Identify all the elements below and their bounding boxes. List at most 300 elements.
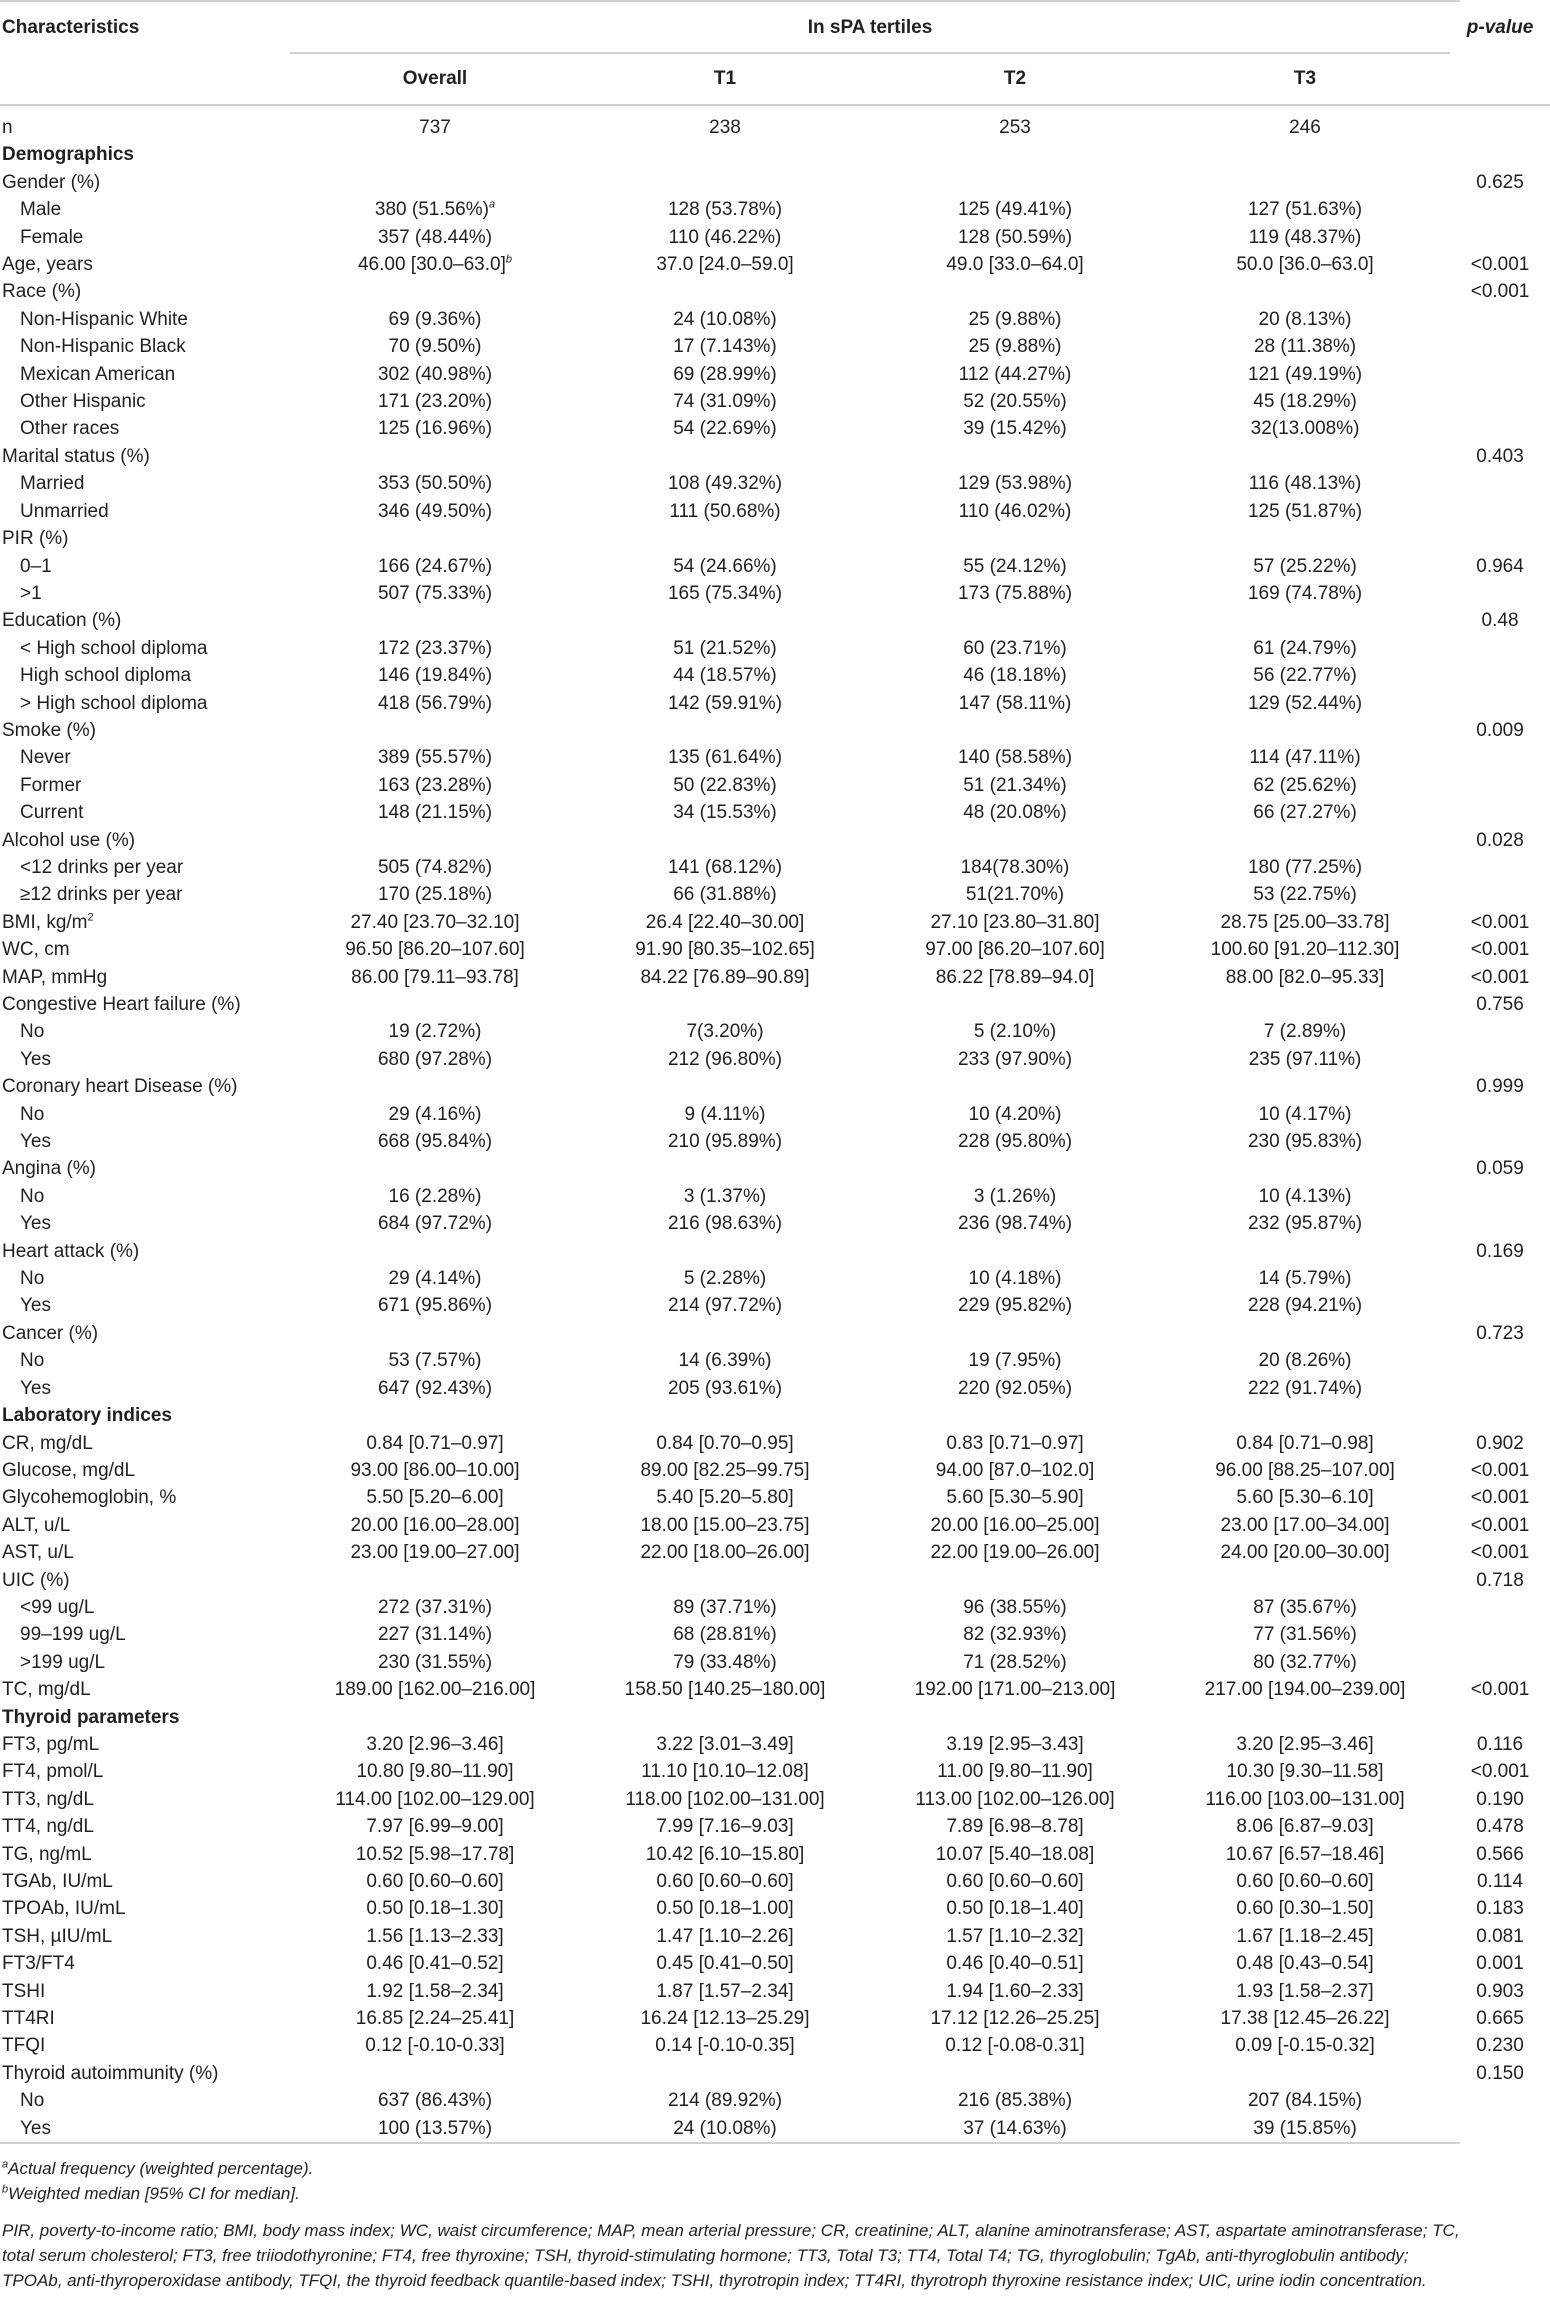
cell-pvalue: <0.001 [1470, 966, 1530, 988]
cell-overall: 170 (25.18%) [377, 884, 493, 906]
footnote-b-mark: b [2, 2183, 9, 2196]
row-label [0, 909, 290, 936]
row-label: Alcohol use (%) [2, 829, 136, 851]
cell-overall: 171 (23.20%) [377, 391, 493, 413]
row-label: AST, u/L [2, 1542, 74, 1564]
cell-overall: 19 (2.72%) [388, 1021, 482, 1043]
cell-t3: 17.38 [12.45–26.22] [1220, 2008, 1390, 2030]
cell-pvalue [1450, 662, 1550, 689]
cell-overall [290, 169, 580, 196]
cell-overall [290, 196, 580, 223]
cell-t2: 60 (23.71%) [963, 637, 1067, 659]
table-row [0, 1978, 1550, 2005]
row-label: FT3, pg/mL [2, 1733, 100, 1755]
cell-t2: 3.19 [2.95–3.43] [946, 1733, 1084, 1755]
cell-overall [290, 1238, 580, 1265]
cell-t2: 51 (21.34%) [963, 774, 1067, 796]
cell-t3 [1160, 607, 1450, 634]
cell-t1: 118.00 [102.00–131.00] [625, 1788, 825, 1810]
cell-t1: 3 (1.37%) [683, 1185, 767, 1207]
cell-pvalue: 0.403 [1476, 445, 1524, 467]
cell-overall: 0.84 [0.71–0.97] [366, 1432, 504, 1454]
row-label-sup: 2 [87, 911, 94, 924]
cell-overall: 172 (23.37%) [377, 637, 493, 659]
cell-t1: 24 (10.08%) [673, 308, 777, 330]
cell-overall: 86.00 [79.11–93.78] [351, 966, 519, 988]
cell-overall: 16.85 [2.24–25.41] [355, 2008, 515, 2030]
cell-t1: 50 (22.83%) [673, 774, 777, 796]
table-row [0, 744, 1550, 771]
row-label: Cancer (%) [2, 1322, 99, 1344]
cell-t1: 34 (15.53%) [673, 802, 777, 824]
cell-t3: 7 (2.89%) [1263, 1021, 1347, 1043]
cell-pvalue: <0.001 [1470, 1487, 1530, 1509]
cell-t1: 69 (28.99%) [673, 363, 777, 385]
cell-overall [290, 443, 580, 470]
row-label: Current [20, 802, 84, 824]
cell-t1: 238 [709, 117, 741, 138]
cell-t3: 0.48 [0.43–0.54] [1236, 1953, 1374, 1975]
cell-t3: 100.60 [91.20–112.30] [1210, 939, 1400, 961]
cell-t2: 220 (92.05%) [957, 1377, 1073, 1399]
table-row [0, 1238, 1550, 1265]
row-label: Glycohemoglobin, % [2, 1487, 177, 1509]
cell-t1: 89 (37.71%) [673, 1596, 777, 1618]
cell-t1: 37.0 [24.0–59.0] [656, 254, 794, 276]
table-row [0, 106, 1550, 141]
cell-t1: 108 (49.32%) [667, 473, 783, 495]
table-row [0, 964, 1550, 991]
cell-overall: 346 (49.50%) [377, 500, 493, 522]
cell-overall: 10.80 [9.80–11.90] [356, 1761, 514, 1783]
cell-overall [290, 827, 580, 854]
row-label: Unmarried [20, 500, 109, 522]
cell-t3: 246 [1289, 117, 1321, 138]
row-label: Gender (%) [2, 171, 101, 193]
cell-overall: 684 (97.72%) [377, 1213, 493, 1235]
cell-pvalue [1450, 498, 1550, 525]
cell-t3: 222 (91.74%) [1247, 1377, 1363, 1399]
row-label: <12 drinks per year [20, 856, 184, 878]
row-label: Non-Hispanic Black [20, 336, 186, 358]
cell-pvalue [1450, 2087, 1550, 2114]
cell-t2: 25 (9.88%) [968, 336, 1062, 358]
cell-t2: 147 (58.11%) [958, 692, 1072, 714]
cell-t1: 3.22 [3.01–3.49] [656, 1733, 794, 1755]
cell-t1: 0.60 [0.60–0.60] [656, 1871, 794, 1892]
table-row [0, 1868, 1550, 1895]
cell-overall: 70 (9.50%) [388, 336, 482, 358]
cell-pvalue [1450, 196, 1550, 223]
cell-pvalue [1450, 224, 1550, 251]
cell-t3: 53 (22.75%) [1253, 884, 1357, 906]
row-label: Never [20, 747, 71, 769]
row-label: No [20, 1350, 45, 1372]
cell-overall [290, 1155, 580, 1182]
cell-t3: 125 (51.87%) [1247, 500, 1363, 522]
cell-t1: 205 (93.61%) [667, 1377, 783, 1399]
row-label: Mexican American [20, 363, 176, 385]
cell-overall: 389 (55.57%) [377, 747, 493, 769]
cell-pvalue: 0.081 [1476, 1925, 1524, 1947]
cell-t3: 61 (24.79%) [1253, 637, 1357, 659]
cell-t3: 39 (15.85%) [1253, 2117, 1357, 2139]
cell-t2: 96 (38.55%) [963, 1596, 1067, 1618]
cell-t1: 0.45 [0.41–0.50] [656, 1953, 794, 1975]
cell-overall: 29 (4.14%) [388, 1268, 482, 1290]
cell-t3: 180 (77.25%) [1247, 856, 1363, 878]
cell-overall: 100 (13.57%) [377, 2117, 493, 2139]
cell-t3: 8.06 [6.87–9.03] [1236, 1816, 1374, 1838]
cell-t2 [870, 2060, 1160, 2087]
cell-t2: 10.07 [5.40–18.08] [935, 1843, 1095, 1865]
row-label: No [20, 1268, 45, 1290]
cell-overall: 53 (7.57%) [388, 1350, 482, 1372]
row-label: Female [20, 226, 84, 248]
row-label: TG, ng/mL [2, 1843, 92, 1865]
cell-t1 [580, 2060, 870, 2087]
cell-overall: 16 (2.28%) [388, 1185, 482, 1207]
table-row [0, 1210, 1550, 1237]
row-label: No [20, 1021, 45, 1043]
cell-t2: 173 (75.88%) [957, 582, 1073, 604]
cell-t3: 10.30 [9.30–11.58] [1226, 1761, 1384, 1783]
cell-pvalue [1450, 361, 1550, 388]
cell-t2 [870, 443, 1160, 470]
cell-pvalue [1450, 854, 1550, 881]
cell-t3: 20 (8.26%) [1258, 1350, 1352, 1372]
cell-t2: 17.12 [12.26–25.25] [930, 2008, 1100, 2030]
cell-pvalue [1450, 881, 1550, 908]
cell-overall: 69 (9.36%) [388, 308, 482, 330]
cell-t1: 142 (59.91%) [667, 692, 783, 714]
cell-pvalue [1450, 333, 1550, 360]
cell-overall [290, 991, 580, 1018]
cell-t2 [870, 1155, 1160, 1182]
table-row [0, 580, 1550, 607]
header-col-t3: T3 [1293, 68, 1317, 89]
row-label: Other Hispanic [20, 391, 146, 413]
cell-pvalue [1450, 525, 1550, 552]
row-label: WC, cm [2, 939, 70, 961]
cell-t2: 10 (4.20%) [968, 1103, 1062, 1125]
cell-t1: 216 (98.63%) [667, 1213, 783, 1235]
table-row [0, 2032, 1550, 2059]
header-group [290, 2, 1450, 54]
cell-pvalue: <0.001 [1470, 281, 1530, 303]
cell-t3 [1160, 717, 1450, 744]
cell-overall: 1.56 [1.13–2.33] [366, 1925, 504, 1947]
cell-overall: 5.50 [5.20–6.00] [366, 1487, 504, 1509]
cell-pvalue: 0.718 [1476, 1569, 1524, 1591]
cell-t2: 94.00 [87.0–102.0] [935, 1459, 1095, 1481]
table-row [0, 1758, 1550, 1785]
cell-overall: 671 (95.86%) [377, 1295, 493, 1317]
cell-t3: 121 (49.19%) [1247, 363, 1363, 385]
cell-t2: 46 (18.18%) [963, 665, 1067, 687]
cell-t3 [1160, 525, 1450, 552]
cell-t2: 216 (85.38%) [957, 2090, 1073, 2112]
cell-t2 [870, 278, 1160, 305]
row-label: UIC (%) [2, 1569, 70, 1591]
cell-overall: 0.46 [0.41–0.52] [366, 1953, 504, 1975]
table-row [0, 169, 1550, 196]
cell-overall: 680 (97.28%) [377, 1048, 493, 1070]
cell-t1: 14 (6.39%) [678, 1350, 772, 1372]
cell-pvalue [1450, 744, 1550, 771]
row-label: Age, years [2, 254, 93, 276]
cell-pvalue [1450, 1018, 1550, 1045]
cell-pvalue: 0.625 [1476, 171, 1524, 193]
cell-overall: 353 (50.50%) [377, 473, 493, 495]
table-row [0, 333, 1550, 360]
cell-t2: 1.57 [1.10–2.32] [946, 1925, 1084, 1947]
cell-t1 [580, 525, 870, 552]
cell-t2 [870, 607, 1160, 634]
row-label: Smoke (%) [2, 719, 96, 741]
cell-t3: 232 (95.87%) [1247, 1213, 1363, 1235]
cell-t3: 88.00 [82.0–95.33] [1225, 966, 1385, 988]
cell-t2: 0.50 [0.18–1.40] [946, 1898, 1084, 1920]
cell-overall: 505 (74.82%) [377, 856, 493, 878]
cell-pvalue [1450, 1347, 1550, 1374]
row-label: TT3, ng/dL [2, 1788, 94, 1810]
cell-overall: 737 [419, 117, 451, 138]
cell-t1 [580, 169, 870, 196]
cell-pvalue: 0.190 [1476, 1788, 1524, 1810]
cell-t3 [1160, 827, 1450, 854]
footnotes [0, 2144, 1460, 2293]
row-label: Yes [20, 1213, 51, 1235]
cell-pvalue [1450, 106, 1550, 141]
cell-pvalue: 0.478 [1476, 1816, 1524, 1838]
table-row [0, 1292, 1550, 1319]
cell-t3: 80 (32.77%) [1253, 1651, 1357, 1673]
cell-t1 [580, 607, 870, 634]
row-label: TT4RI [2, 2008, 55, 2030]
cell-t2: 49.0 [33.0–64.0] [946, 254, 1084, 276]
cell-t2: 236 (98.74%) [957, 1213, 1073, 1235]
row-label: TT4, ng/dL [2, 1816, 94, 1838]
table-row [0, 1512, 1550, 1539]
cell-t3: 10 (4.17%) [1258, 1103, 1352, 1125]
cell-t1: 5 (2.28%) [683, 1268, 767, 1290]
cell-t2: 27.10 [23.80–31.80] [930, 911, 1100, 933]
header-row-2 [0, 54, 1550, 104]
cell-overall: 93.00 [86.00–10.00] [350, 1459, 520, 1481]
row-label: TC, mg/dL [2, 1679, 91, 1701]
cell-t2: 22.00 [19.00–26.00] [930, 1542, 1100, 1564]
cell-overall [290, 251, 580, 278]
cell-t1 [580, 1320, 870, 1347]
cell-t2: 192.00 [171.00–213.00] [914, 1679, 1116, 1701]
table-row [0, 1621, 1550, 1648]
cell-overall: 148 (21.15%) [377, 802, 493, 824]
row-label: Male [20, 199, 62, 221]
table-row [0, 1073, 1550, 1100]
cell-t2: 229 (95.82%) [957, 1295, 1073, 1317]
header-characteristics: Characteristics [2, 17, 140, 38]
cell-t1: 79 (33.48%) [673, 1651, 777, 1673]
cell-t2: 140 (58.58%) [957, 747, 1073, 769]
cell-overall: 507 (75.33%) [377, 582, 493, 604]
cell-t1: 158.50 [140.25–180.00] [624, 1679, 826, 1701]
cell-pvalue: 0.902 [1476, 1432, 1524, 1454]
footnote-a-text: Actual frequency (weighted percentage). [8, 2159, 314, 2179]
cell-t2 [870, 991, 1160, 1018]
characteristics-table [0, 2, 1550, 2142]
cell-pvalue: 0.059 [1476, 1158, 1524, 1180]
cell-t1: 1.87 [1.57–2.34] [656, 1980, 794, 2002]
row-label: 0–1 [20, 555, 52, 577]
row-label: ALT, u/L [2, 1514, 71, 1536]
cell-t2: 5.60 [5.30–5.90] [946, 1487, 1084, 1509]
cell-overall: 230 (31.55%) [377, 1651, 493, 1673]
cell-pvalue [1450, 580, 1550, 607]
row-label: < High school diploma [20, 637, 208, 659]
cell-t3 [1160, 169, 1450, 196]
cell-t2: 5 (2.10%) [973, 1021, 1057, 1043]
cell-t2: 20.00 [16.00–25.00] [930, 1514, 1100, 1536]
table-row [0, 415, 1550, 442]
cell-pvalue [1450, 415, 1550, 442]
cell-pvalue: 0.756 [1476, 994, 1524, 1015]
cell-t3: 228 (94.21%) [1247, 1295, 1363, 1317]
cell-t1: 128 (53.78%) [667, 199, 783, 221]
cell-pvalue [1450, 1210, 1550, 1237]
cell-t1: 18.00 [15.00–23.75] [640, 1514, 810, 1536]
footnote-a-mark: a [2, 2158, 9, 2171]
table-row [0, 717, 1550, 744]
cell-t1: 84.22 [76.89–90.89] [640, 966, 810, 988]
footnote-b-text: Weighted median [95% CI for median]. [8, 2184, 300, 2204]
row-label: n [2, 117, 13, 138]
header-group-label: In sPA tertiles [807, 17, 933, 38]
cell-pvalue [1450, 1621, 1550, 1648]
cell-overall: 166 (24.67%) [377, 555, 493, 577]
table-row [0, 1375, 1550, 1402]
cell-t2: 184(78.30%) [960, 856, 1070, 878]
cell-pvalue [1450, 799, 1550, 826]
cell-t1: 110 (46.22%) [668, 226, 782, 248]
row-label: FT3/FT4 [2, 1953, 75, 1975]
cell-t1 [580, 1073, 870, 1100]
cell-t3: 14 (5.79%) [1258, 1268, 1352, 1290]
cell-overall [290, 607, 580, 634]
cell-t2: 125 (49.41%) [957, 199, 1073, 221]
table-row [0, 1731, 1550, 1758]
cell-t3: 0.60 [0.60–0.60] [1236, 1871, 1374, 1892]
cell-overall: 163 (23.28%) [377, 774, 493, 796]
cell-t1: 135 (61.64%) [667, 747, 783, 769]
cell-pvalue: 0.566 [1476, 1843, 1524, 1865]
cell-pvalue [1450, 1594, 1550, 1621]
table-row [0, 2087, 1550, 2114]
cell-overall: 272 (37.31%) [377, 1596, 493, 1618]
table-row [0, 306, 1550, 333]
cell-t3: 235 (97.11%) [1248, 1048, 1362, 1070]
cell-t1 [580, 827, 870, 854]
row-label: High school diploma [20, 665, 192, 687]
row-label: Yes [20, 1295, 51, 1317]
table-row [0, 498, 1550, 525]
cell-t3: 116.00 [103.00–131.00] [1205, 1788, 1405, 1810]
cell-overall: 637 (86.43%) [377, 2090, 493, 2112]
cell-t3: 56 (22.77%) [1253, 665, 1357, 687]
cell-overall: 189.00 [162.00–216.00] [334, 1679, 536, 1701]
section-row [0, 1402, 1550, 1429]
cell-overall: 418 (56.79%) [377, 692, 493, 714]
table-row [0, 1841, 1550, 1868]
cell-t2: 48 (20.08%) [963, 802, 1067, 824]
cell-t3: 50.0 [36.0–63.0] [1236, 254, 1374, 276]
cell-t2: 71 (28.52%) [963, 1651, 1067, 1673]
cell-t3: 119 (48.37%) [1248, 226, 1362, 248]
cell-t2: 86.22 [78.89–94.0] [935, 966, 1095, 988]
table-row [0, 553, 1550, 580]
table-body [0, 106, 1550, 2142]
cell-t3: 96.00 [88.25–107.00] [1215, 1459, 1395, 1481]
cell-t2 [870, 1238, 1160, 1265]
cell-overall [290, 278, 580, 305]
row-label-text: BMI, kg/m [2, 911, 88, 933]
cell-t3: 0.09 [-0.15-0.32] [1235, 2035, 1375, 2057]
row-label: 99–199 ug/L [20, 1624, 126, 1646]
cell-pvalue: <0.001 [1470, 254, 1530, 276]
header-row-1 [0, 2, 1550, 54]
cell-t3: 0.84 [0.71–0.98] [1236, 1432, 1374, 1454]
table-row [0, 1895, 1550, 1922]
cell-pvalue [1450, 1128, 1550, 1155]
section-row [0, 1704, 1550, 1731]
cell-t1: 51 (21.52%) [673, 637, 777, 659]
row-label: <99 ug/L [20, 1596, 95, 1618]
cell-t1: 24 (10.08%) [673, 2117, 777, 2139]
row-label: >1 [20, 582, 42, 604]
row-label: Thyroid autoimmunity (%) [2, 2062, 219, 2084]
cell-t3 [1160, 1155, 1450, 1182]
table-row [0, 1183, 1550, 1210]
cell-overall: 7.97 [6.99–9.00] [366, 1816, 504, 1838]
cell-t1: 54 (24.66%) [673, 555, 777, 577]
cell-overall: 125 (16.96%) [377, 418, 493, 440]
cell-t1 [580, 1238, 870, 1265]
cell-pvalue [1450, 1292, 1550, 1319]
cell-t3: 207 (84.15%) [1247, 2090, 1363, 2112]
table-row [0, 2060, 1550, 2087]
cell-t3 [1160, 1238, 1450, 1265]
row-label: CR, mg/dL [2, 1432, 93, 1454]
cell-pvalue: 0.001 [1476, 1953, 1524, 1975]
cell-pvalue: 0.169 [1476, 1240, 1524, 1262]
row-label: TSHI [2, 1980, 46, 2002]
footnote-abbreviations: PIR, poverty-to-income ratio; BMI, body mass index; WC, waist circumference; MAP, mean arterial pressure; CR, creatinine; ALT, alanine aminotransferase; AST, aspartate aminotransferase; TC, total serum cholesterol; FT3, free triiodothyronine; FT4, free thyroxine; TSH, thyroid-stimulating hormone; TT3, Total T3; TT4, Total T4; TG, thyroglobulin; TgAb, anti-thyroglobulin antibody; TPOAb, anti-thyroperoxidase antibody, TFQI, the thyroid feedback quantile-based index; TSHI, thyrotropin index; TT4RI, thyrotroph thyroxine resistance index; UIC, urine iodin concentration. [2, 2221, 1460, 2291]
cell-t2: 128 (50.59%) [957, 226, 1073, 248]
table-row [0, 909, 1550, 936]
cell-pvalue: 0.116 [1476, 1733, 1524, 1755]
cell-t2: 233 (97.90%) [957, 1048, 1073, 1070]
cell-t2: 110 (46.02%) [958, 500, 1072, 522]
table-row [0, 690, 1550, 717]
row-label: Yes [20, 2117, 51, 2139]
cell-pvalue: <0.001 [1470, 1514, 1530, 1536]
table-row [0, 662, 1550, 689]
cell-footnote-mark: a [488, 198, 496, 211]
cell-pvalue: 0.903 [1476, 1980, 1524, 2002]
cell-t2 [870, 1320, 1160, 1347]
cell-t1: 74 (31.09%) [673, 391, 777, 413]
row-label: Non-Hispanic White [20, 308, 188, 330]
